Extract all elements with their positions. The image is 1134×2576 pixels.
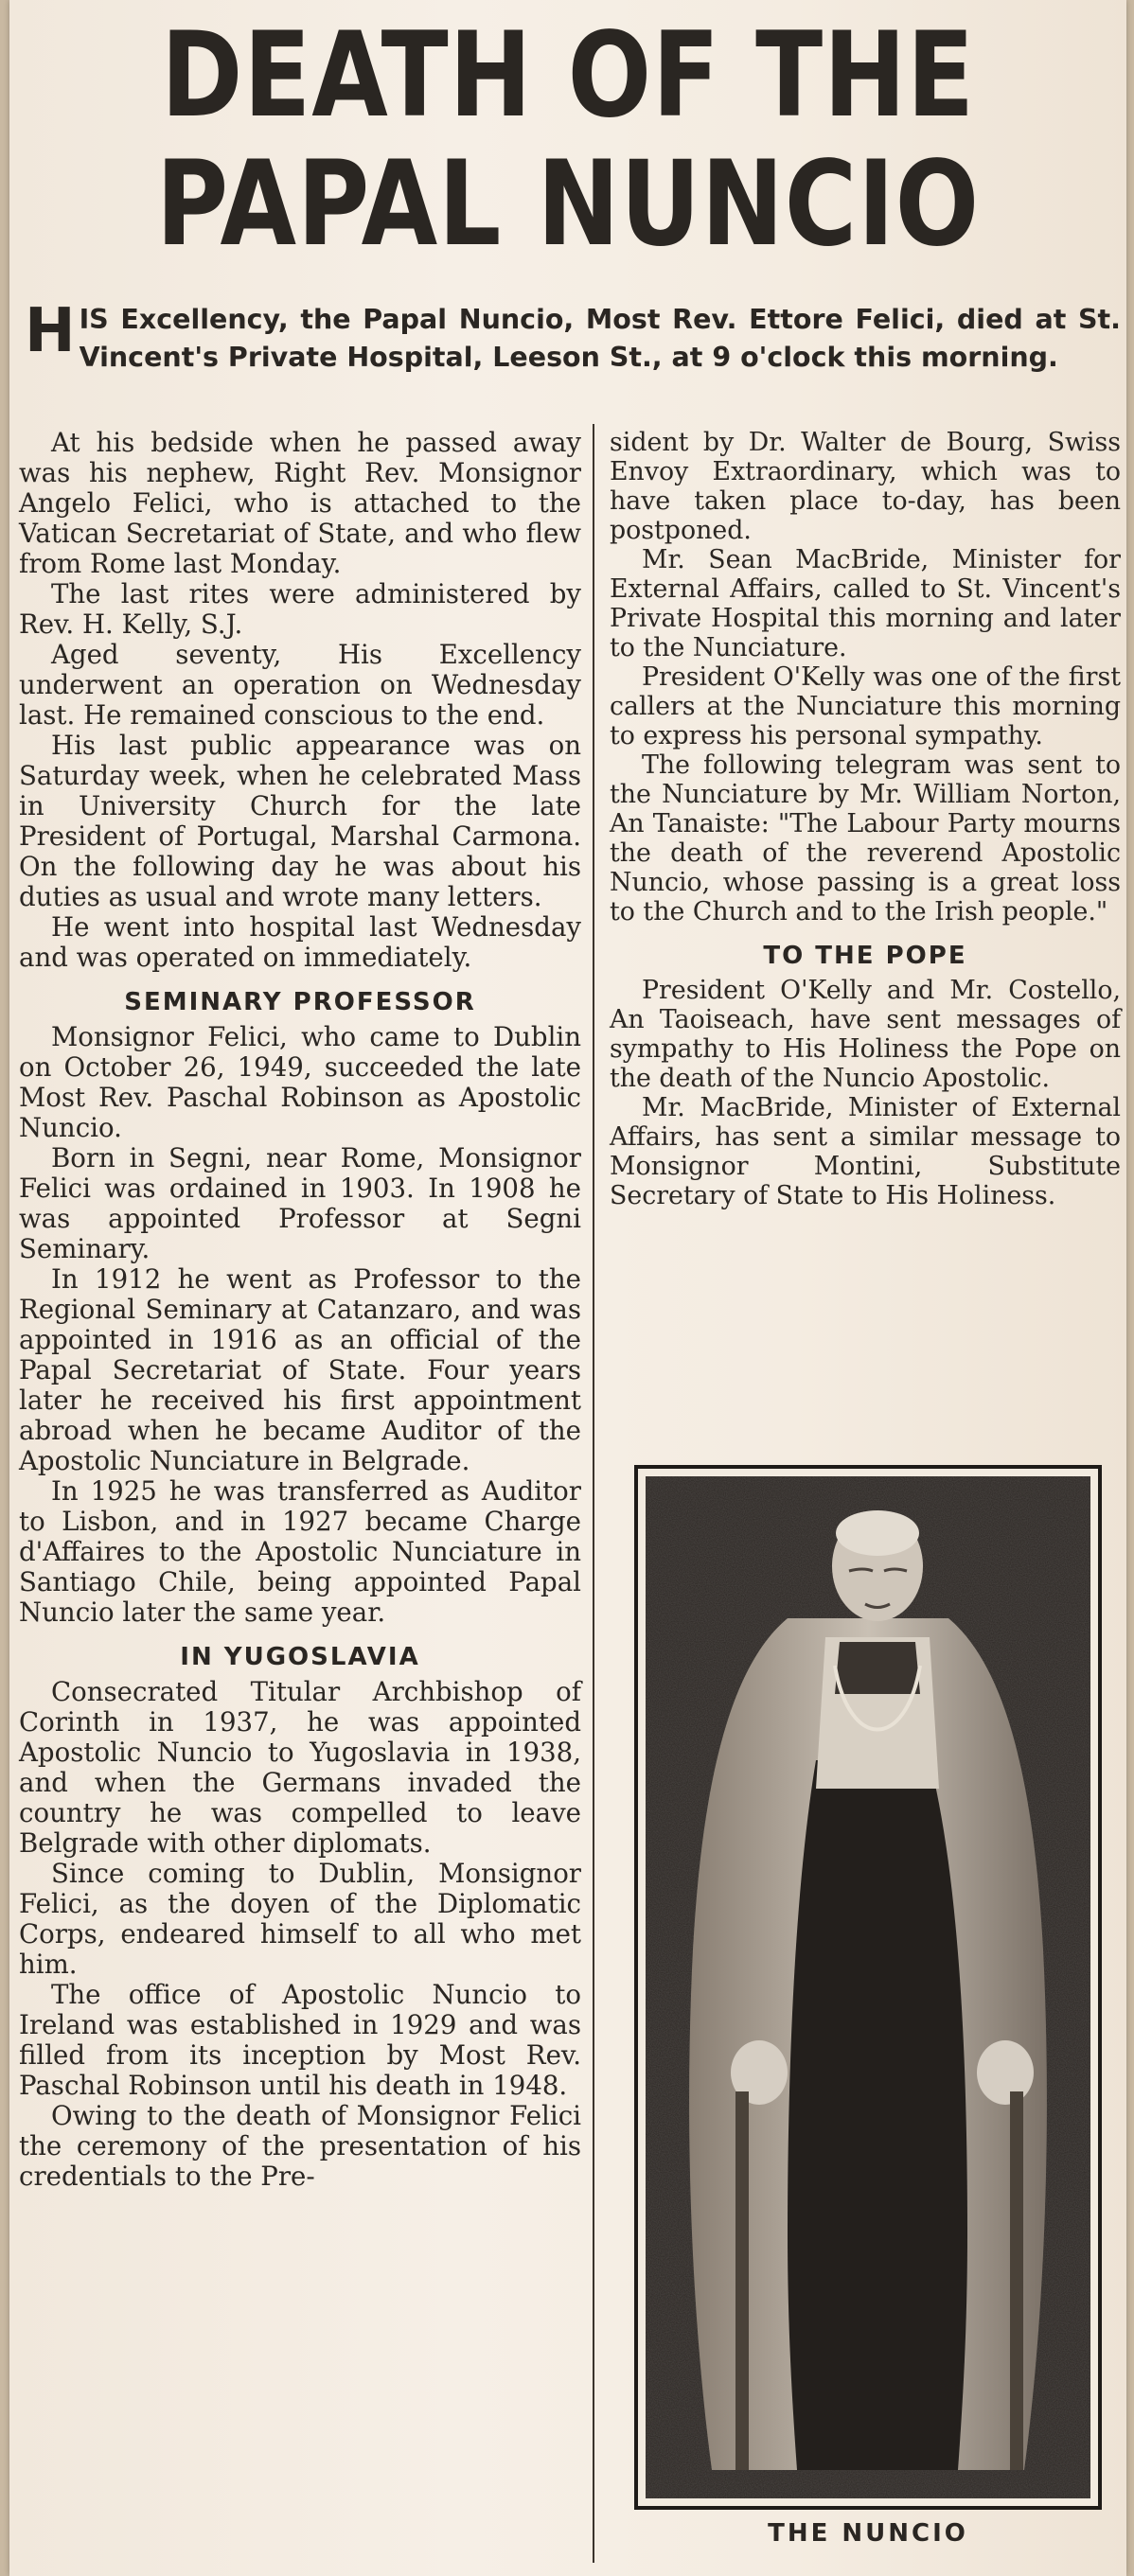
paragraph: sident by Dr. Walter de Bourg, Swiss Envoy Extraordinary, which was to have taken place to-day, has been postponed. (610, 428, 1121, 545)
left-column (19, 428, 581, 2563)
paragraph: Mr. Sean MacBride, Minister for External Affairs, called to St. Vincent's Private Hospital this morning and later to the Nunciature. (610, 545, 1121, 662)
paragraph: Consecrated Titular Archbishop of Corinth in 1937, he was appointed Apostolic Nuncio to Yugoslavia in 1938, and when the Germans invaded the country he was compelled to leave Belgrade with other diplomats. (19, 1676, 581, 1859)
paragraph: The last rites were administered by Rev. H. Kelly, S.J. (19, 578, 581, 640)
paragraph: His last public appearance was on Saturday week, when he celebrated Mass in University Church for the late President of Portugal, Marshal Carmona. On the following day he was about his duties as usual and wrote many letters. (19, 730, 581, 912)
paragraph: President O'Kelly was one of the first callers at the Nunciature this morning to express his personal sympathy. (610, 662, 1121, 750)
headline-line-1: DEATH OF THE (160, 8, 976, 144)
paragraph: Mr. MacBride, Minister of External Affairs, has sent a similar message to Monsignor Montini, Substitute Secretary of State to His Holiness. (610, 1093, 1121, 1210)
paragraph: President O'Kelly and Mr. Costello, An Taoiseach, have sent messages of sympathy to His Holiness the Pope on the death of the Nuncio Apostolic. (610, 976, 1121, 1093)
subheading-to-the-pope: TO THE POPE (763, 942, 967, 970)
drop-cap: H (25, 296, 76, 366)
photo-caption: THE NUNCIO (768, 2519, 968, 2548)
subheading-seminary-professor: SEMINARY PROFESSOR (124, 988, 476, 1016)
paragraph: At his bedside when he passed away was his nephew, Right Rev. Monsignor Angelo Felici, who is attached to the Vatican Secretariat of State, and who flew from Rome last Monday. (19, 427, 581, 579)
paragraph: In 1925 he was transferred as Auditor to Lisbon, and in 1927 became Charge d'Affaires to the Apostolic Nunciature in Santiago Chile, being appointed Papal Nuncio later the same year. (19, 1475, 581, 1628)
paragraph: Since coming to Dublin, Monsignor Felici, as the doyen of the Diplomatic Corps, endeared himself to all who met him. (19, 1858, 581, 1980)
paragraph: Born in Segni, near Rome, Monsignor Felici was ordained in 1903. In 1908 he was appointed Professor at Segni Seminary. (19, 1142, 581, 1264)
column-rule (593, 424, 594, 2563)
paragraph: The following telegram was sent to the Nunciature by Mr. William Norton, An Tanaiste: "The Labour Party mourns the death of the reverend Apostolic Nuncio, whose passing is a great loss to the Church and to the Irish people." (610, 750, 1121, 926)
paragraph: Monsignor Felici, who came to Dublin on October 26, 1949, succeeded the late Most Rev. Paschal Robinson as Apostolic Nuncio. (19, 1021, 581, 1143)
paragraph: The office of Apostolic Nuncio to Ireland was established in 1929 and was filled from its inception by Most Rev. Paschal Robinson until his death in 1948. (19, 1979, 581, 2101)
lead-paragraph (25, 296, 1121, 377)
paragraph: He went into hospital last Wednesday and was operated on immediately. (19, 911, 581, 973)
right-column (610, 428, 1121, 1210)
headline (98, 8, 1037, 273)
paragraph: In 1912 he went as Professor to the Regional Seminary at Catanzaro, and was appointed in 1916 as an official of the Papal Secretariat of State. Four years later he received his first appointment abroad when he became Auditor of the Apostolic Nunciature in Belgrade. (19, 1263, 581, 1476)
headline-line-2: PAPAL NUNCIO (155, 136, 981, 273)
paragraph: Aged seventy, His Excellency underwent an operation on Wednesday last. He remained conscious to the end. (19, 639, 581, 731)
nuncio-portrait-image (646, 1476, 1090, 2498)
paragraph: Owing to the death of Monsignor Felici the ceremony of the presentation of his credentials to the Pre- (19, 2100, 581, 2192)
lead-text: IS Excellency, the Papal Nuncio, Most Rev. Ettore Felici, died at St. Vincent's Private Hospital, Leeson St., at 9 o'clock this morning. (79, 304, 1121, 373)
subheading-in-yugoslavia: IN YUGOSLAVIA (180, 1643, 420, 1671)
newspaper-clipping (9, 0, 1126, 2576)
photo-frame (634, 1465, 1102, 2510)
